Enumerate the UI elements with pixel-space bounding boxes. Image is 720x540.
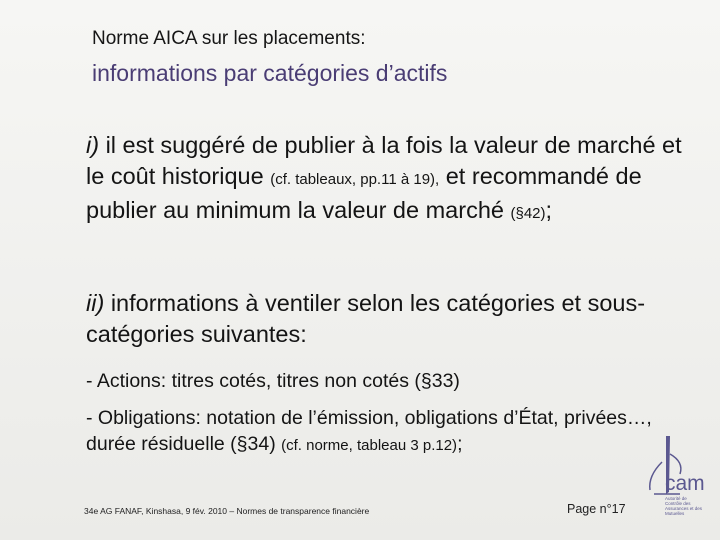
- logo-name: cam: [665, 472, 705, 495]
- logo-subtitle: Autorité de Contrôle des Assurances et des Mutuelles: [665, 496, 703, 516]
- paragraph-i-marker: i): [86, 132, 100, 158]
- paragraph-ii-text: informations à ventiler selon les catégories et sous-catégories suivantes:: [86, 290, 646, 347]
- footer-text: 34e AG FANAF, Kinshasa, 9 fév. 2010 – Normes de transparence financière: [84, 506, 370, 516]
- list-item-text: - Obligations: notation de l’émission, obligations d’État, privées…, durée résiduelle (§34): [86, 407, 652, 455]
- paragraph-i-ref1: (cf. tableaux, pp.11 à 19),: [270, 171, 440, 188]
- slide-title-line1: Norme AICA sur les placements:: [92, 28, 366, 49]
- list-item-actions: [86, 368, 696, 394]
- paragraph-ii-marker: ii): [86, 290, 105, 316]
- paragraph-i-end: ;: [545, 197, 553, 223]
- paragraph-i-text1: il est suggéré de publier à la fois la valeur de marché et le coût historique: [86, 132, 682, 189]
- paragraph-i-ref2: (§42): [510, 205, 546, 222]
- paragraph-ii: [86, 288, 696, 350]
- list-item-obligations: [86, 405, 696, 459]
- list-item-ref: (cf. norme, tableau 3 p.12): [281, 437, 458, 454]
- list-item-text: - Actions: titres cotés, titres non cotés (§33): [86, 370, 460, 392]
- list-item-end: ;: [457, 433, 463, 455]
- paragraph-i-text2: et recommandé de publier au minimum la valeur de marché: [86, 163, 642, 223]
- page-number: Page n°17: [567, 502, 626, 516]
- slide-title-line2: informations par catégories d’actifs: [92, 60, 448, 86]
- paragraph-i: [86, 130, 696, 229]
